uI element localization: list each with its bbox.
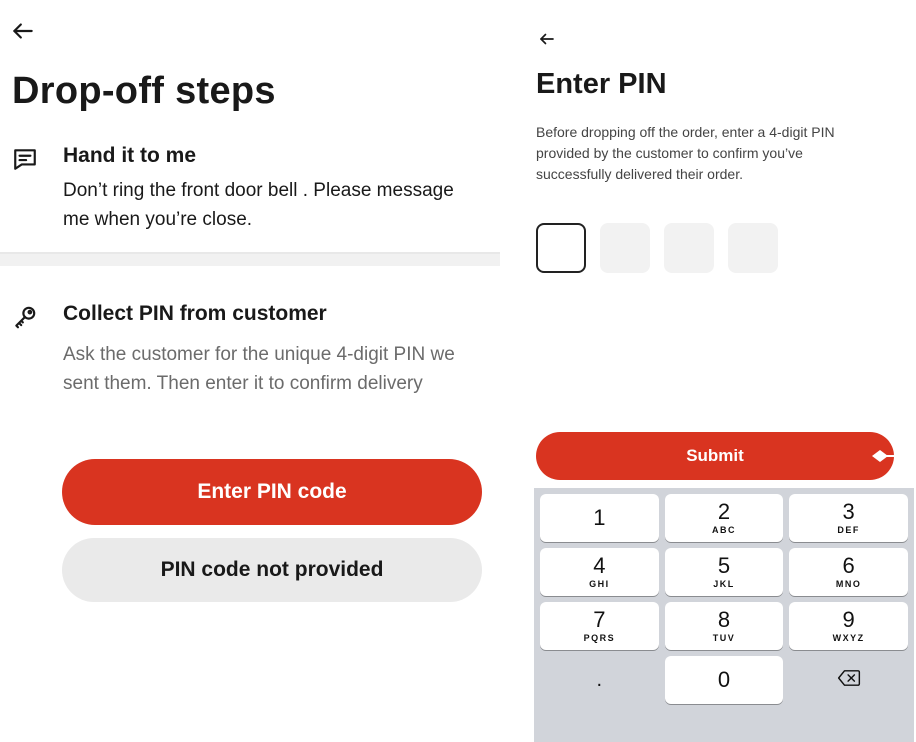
key-letters: JKL [713,579,735,589]
key-2[interactable] [665,494,784,542]
step-description: Don’t ring the front door bell . Please message me when you’re close. [63,180,454,230]
key-1[interactable] [540,494,659,542]
enter-pin-screen [520,0,916,742]
pin-digit-4-input[interactable] [728,223,778,273]
pin-not-provided-button[interactable]: PIN code not provided [62,538,482,602]
key-letters: GHI [589,579,610,589]
key-letters: TUV [712,633,736,643]
key-number: . [596,669,603,691]
section-divider [0,252,500,266]
arrow-left-icon [538,30,556,48]
key-letters: MNO [835,579,862,589]
key-letters: ABC [711,525,736,535]
submit-button[interactable]: Submit [536,432,894,480]
key-number: 9 [842,607,855,632]
key-5[interactable] [665,548,784,596]
key-letters: DEF [837,525,860,535]
key-letters: PQRS [583,633,616,643]
key-number: 2 [717,499,731,524]
delete-key[interactable] [789,656,908,704]
key-0[interactable] [665,656,784,704]
back-button[interactable] [536,28,558,50]
pin-digit-1-input[interactable] [536,223,586,273]
step-title: Collect PIN from customer [63,302,327,325]
step-title: Hand it to me [63,144,197,167]
key-decimal[interactable] [540,656,659,704]
pin-instructions: Before dropping off the order, enter a 4-digit PIN provided by the customer to confirm you’ve successfully delivered their order. [536,124,835,182]
page-title: Drop-off steps [12,70,276,112]
key-number: 7 [593,607,606,632]
key-number: 5 [717,553,731,578]
key-9[interactable] [789,602,908,650]
key-letters: WXYZ [832,633,865,643]
arrow-left-icon [10,18,36,44]
message-icon [12,146,38,172]
key-number: 6 [842,553,855,578]
key-number: 8 [717,607,731,632]
backspace-icon [837,669,861,692]
enter-pin-code-button[interactable]: Enter PIN code [62,459,482,525]
key-4[interactable] [540,548,659,596]
key-3[interactable] [789,494,908,542]
pin-input-group [536,223,778,273]
pin-digit-3-input[interactable] [664,223,714,273]
numeric-keypad [534,488,914,742]
key-number: 3 [842,499,855,524]
key-7[interactable] [540,602,659,650]
key-8[interactable] [665,602,784,650]
pin-digit-2-input[interactable] [600,223,650,273]
key-number: 4 [593,553,606,578]
key-6[interactable] [789,548,908,596]
drag-handle-icon[interactable] [870,445,900,467]
key-icon [12,304,38,330]
key-number: 0 [717,667,731,692]
page-title: Enter PIN [536,68,667,100]
step-description: Ask the customer for the unique 4-digit PIN we sent them. Then enter it to confirm delivery [63,344,455,394]
back-button[interactable] [6,14,40,48]
key-number: 1 [593,505,606,530]
